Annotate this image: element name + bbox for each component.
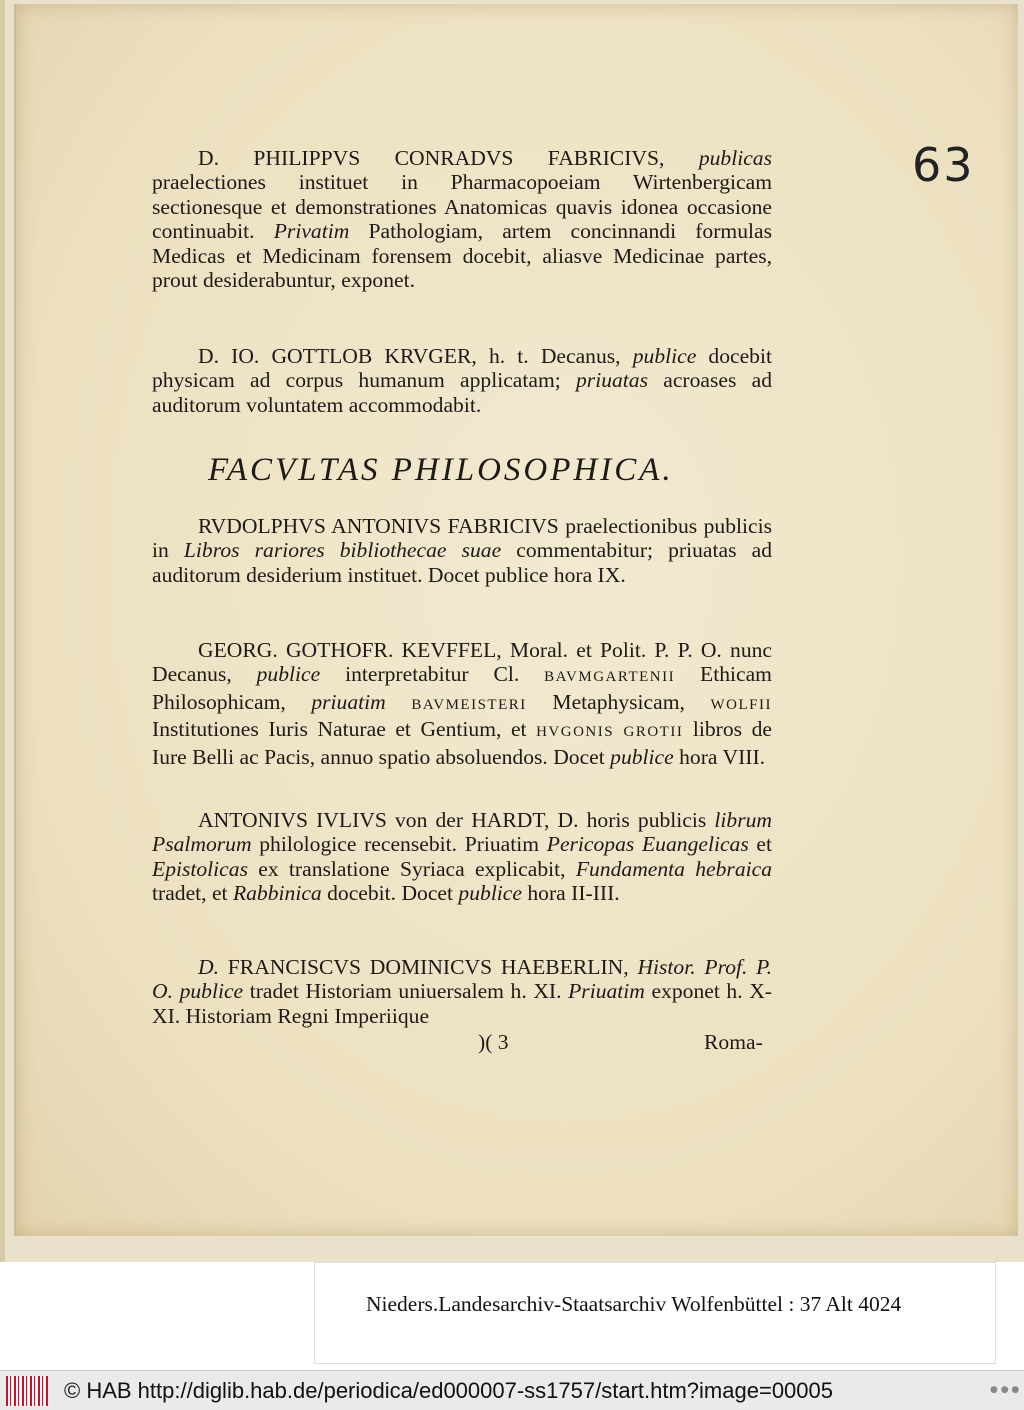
small-caps-run: BAVMGARTENII [544, 669, 676, 686]
text-run: Institutiones Iuris Naturae et Gentium, et [152, 717, 537, 742]
dots-icon: ● ● ● [990, 1385, 1020, 1395]
italic-run: publice [458, 881, 522, 906]
italic-run: Privatim [273, 219, 350, 244]
text-run: ANTONIVS IVLIVS von der HARDT, D. horis publicis [198, 808, 715, 832]
text-run: commentabitur; priuatas ad auditorum desiderium instituet. Docet publice hora IX. [152, 538, 772, 587]
paragraph-haeberlin [152, 955, 772, 1028]
italic-run: Pericopas Euangelicas [546, 832, 749, 857]
small-caps-run: BAVMEISTERI [411, 696, 527, 713]
paragraph-keuffel [152, 638, 772, 769]
catchword: Roma- [704, 1030, 763, 1054]
italic-run: priuatim [311, 689, 386, 714]
italic-run: Rabbinica [232, 881, 322, 906]
italic-run: librum Psalmorum [152, 808, 772, 857]
text-run: hora VIII. [673, 744, 766, 769]
italic-run: publicas [698, 146, 772, 170]
text-run: exponet h. X-XI. Historiam Regni Imperiique [152, 979, 772, 1028]
italic-run: D. [198, 955, 219, 979]
footer-url-link[interactable]: © HAB http://diglib.hab.de/periodica/ed000007-ss1757/start.htm?image=00005 [64, 1378, 833, 1403]
text-run: Metaphysicam, [526, 689, 711, 714]
signature-mark: )( 3 [478, 1030, 509, 1054]
text-run: ex translatione Syriaca explicabit, [247, 856, 576, 881]
text-run: Ethicam Philosophicam, [152, 662, 772, 714]
text-run: hora II-III. [521, 881, 620, 906]
text-run: GEORG. GOTHOFR. KEVFFEL, Moral. et Polit. P. P. O. nunc Decanus, [152, 638, 772, 687]
italic-run: publice [610, 744, 674, 769]
text-run: D. IO. GOTTLOB KRVGER, h. t. Decanus, [198, 344, 633, 368]
small-caps-run: WOLFII [710, 696, 772, 713]
text-run [386, 690, 412, 714]
italic-run: publice [632, 344, 697, 368]
paragraph-hardt [152, 808, 772, 906]
barcode-icon [6, 1376, 48, 1406]
text-run: libros de Iure Belli ac Pacis, annuo spatio absoluendos. Docet [152, 717, 772, 769]
paragraph-fabricius-rudolphus [152, 514, 772, 587]
text-run: et [748, 832, 772, 857]
text-run: Pathologiam, artem concinnandi formulas Medicas et Medicinam forensem docebit, aliasve Medicinae partes, prout desiderabuntur, exponet. [152, 219, 772, 293]
text-run: docebit physicam ad corpus humanum applicatam; [152, 344, 772, 393]
text-run: praelectiones instituet in Pharmacopoeiam Wirtenbergicam sectionesque et demonstrationes Anatomicas quavis idonea occasione continuabit. [152, 170, 772, 244]
section-heading: FACVLTAS PHILOSOPHICA. [208, 452, 674, 488]
handwritten-page-number: 63 [912, 138, 975, 192]
text-run: docebit. Docet [321, 881, 459, 906]
text-run: FRANCISCVS DOMINICVS HAEBERLIN, [219, 955, 638, 979]
text-run: interpretabitur Cl. [320, 662, 545, 687]
viewer-footer-bar [0, 1370, 1024, 1410]
page-fold [0, 0, 5, 1262]
text-run: philologice recensebit. Priuatim [251, 832, 547, 857]
paragraph-fabricius-philippus [152, 146, 772, 292]
italic-run: Libros rariores bibliothecae suae [183, 538, 502, 563]
text-run: D. PHILIPPVS CONRADVS FABRICIVS, [198, 146, 699, 170]
italic-run: priuatas [576, 368, 648, 393]
italic-run: Epistolicas [152, 856, 248, 881]
paragraph-krueger [152, 344, 772, 417]
italic-run: publice [256, 662, 321, 687]
small-caps-run: HVGONIS GROTII [536, 724, 684, 741]
italic-run: Fundamenta hebraica [575, 856, 773, 881]
text-run: tradet, et [152, 881, 233, 906]
text-run: RVDOLPHVS ANTONIVS FABRICIVS praelectionibus publicis in [152, 514, 772, 563]
text-run: acroases ad auditorum voluntatem accommodabit. [152, 368, 772, 417]
archive-label: Nieders.Landesarchiv-Staatsarchiv Wolfenbüttel : 37 Alt 4024 [366, 1292, 902, 1316]
italic-run: Histor. Prof. P. O. publice [152, 955, 772, 1004]
text-run: tradet Historiam uniuersalem h. XI. [243, 979, 569, 1004]
italic-run: Priuatim [568, 979, 645, 1004]
